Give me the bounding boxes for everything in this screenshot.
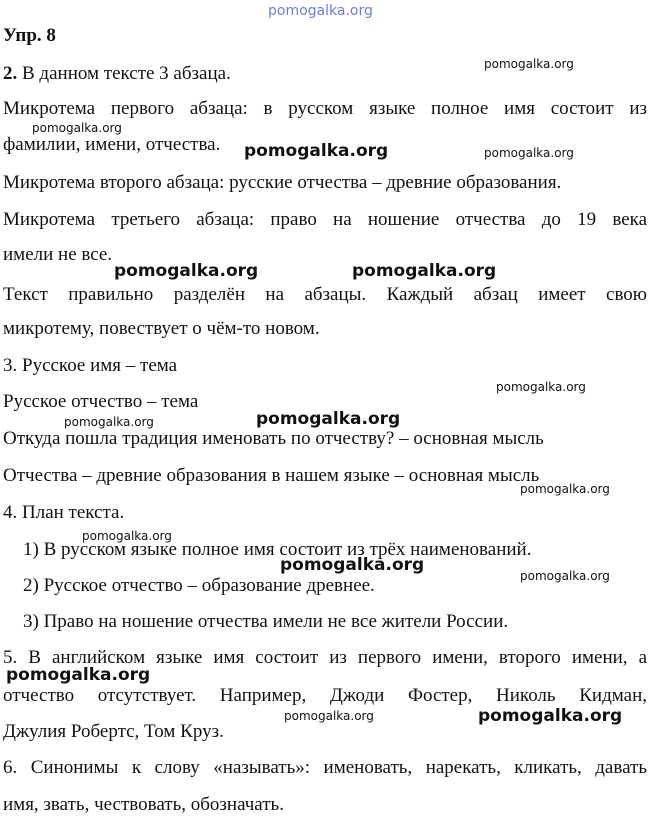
watermark: pomogalka.org <box>484 57 574 71</box>
exercise-title: Упр. 8 <box>3 25 56 46</box>
microtopic-1-line-2: фамилии, имени, отчества. <box>3 134 221 155</box>
paragraph-2 <box>3 63 231 85</box>
plan-item-3: 3) Право на ношение отчества имели не все жители России. <box>23 611 509 632</box>
summary-line-1: Текст правильно разделён на абзацы. Каждый абзац имеет свою <box>3 284 647 305</box>
watermark: pomogalka.org <box>520 482 610 496</box>
microtopic-1-line-1: Микротема первого абзаца: в русском языке полное имя состоит из <box>3 98 647 119</box>
paragraph-6-line-1: 6. Синонимы к слову «называть»: именовать, нарекать, кликать, давать <box>3 757 647 778</box>
paragraph-2-number: 2. <box>3 63 18 84</box>
paragraph-6-line-2: имя, звать, чествовать, обозначать. <box>3 794 284 815</box>
watermark-top: pomogalka.org <box>268 3 373 19</box>
watermark: pomogalka.org <box>114 261 259 281</box>
paragraph-3-line-2: Русское отчество – тема <box>3 391 199 412</box>
paragraph-3-line-1: 3. Русское имя – тема <box>3 355 178 376</box>
watermark: pomogalka.org <box>82 529 172 543</box>
microtopic-2: Микротема второго абзаца: русские отчества – древние образования. <box>3 172 562 193</box>
watermark: pomogalka.org <box>496 380 586 394</box>
paragraph-5-line-3: Джулия Робертс, Том Круз. <box>3 721 224 742</box>
paragraph-5-line-2: отчество отсутствует. Например, Джоди Фостер, Николь Кидман, <box>3 685 647 706</box>
plan-item-2: 2) Русское отчество – образование древнее. <box>23 575 375 596</box>
watermark: pomogalka.org <box>280 555 425 575</box>
watermark: pomogalka.org <box>64 415 154 429</box>
plan-item-1: 1) В русском языке полное имя состоит из трёх наименований. <box>23 539 532 560</box>
watermark: pomogalka.org <box>32 121 122 135</box>
paragraph-2-text: В данном тексте 3 абзаца. <box>17 63 231 84</box>
watermark: pomogalka.org <box>478 706 623 726</box>
watermark: pomogalka.org <box>284 709 374 723</box>
paragraph-3-line-4: Отчества – древние образования в нашем языке – основная мысль <box>3 465 540 486</box>
paragraph-3-line-3: Откуда пошла традиция именовать по отчеству? – основная мысль <box>3 428 544 449</box>
watermark: pomogalka.org <box>352 261 497 281</box>
plan-title: 4. План текста. <box>3 502 125 523</box>
microtopic-3-line-2: имели не все. <box>3 244 113 265</box>
summary-line-2: микротему, повествует о чём-то новом. <box>3 318 320 339</box>
watermark: pomogalka.org <box>256 409 401 429</box>
watermark: pomogalka.org <box>520 569 610 583</box>
paragraph-5-line-1: 5. В английском языке имя состоит из первого имени, второго имени, а <box>3 647 647 668</box>
microtopic-3-line-1: Микротема третьего абзаца: право на ношение отчества до 19 века <box>3 209 647 230</box>
watermark: pomogalka.org <box>244 141 389 161</box>
watermark: pomogalka.org <box>6 665 151 685</box>
watermark: pomogalka.org <box>484 146 574 160</box>
